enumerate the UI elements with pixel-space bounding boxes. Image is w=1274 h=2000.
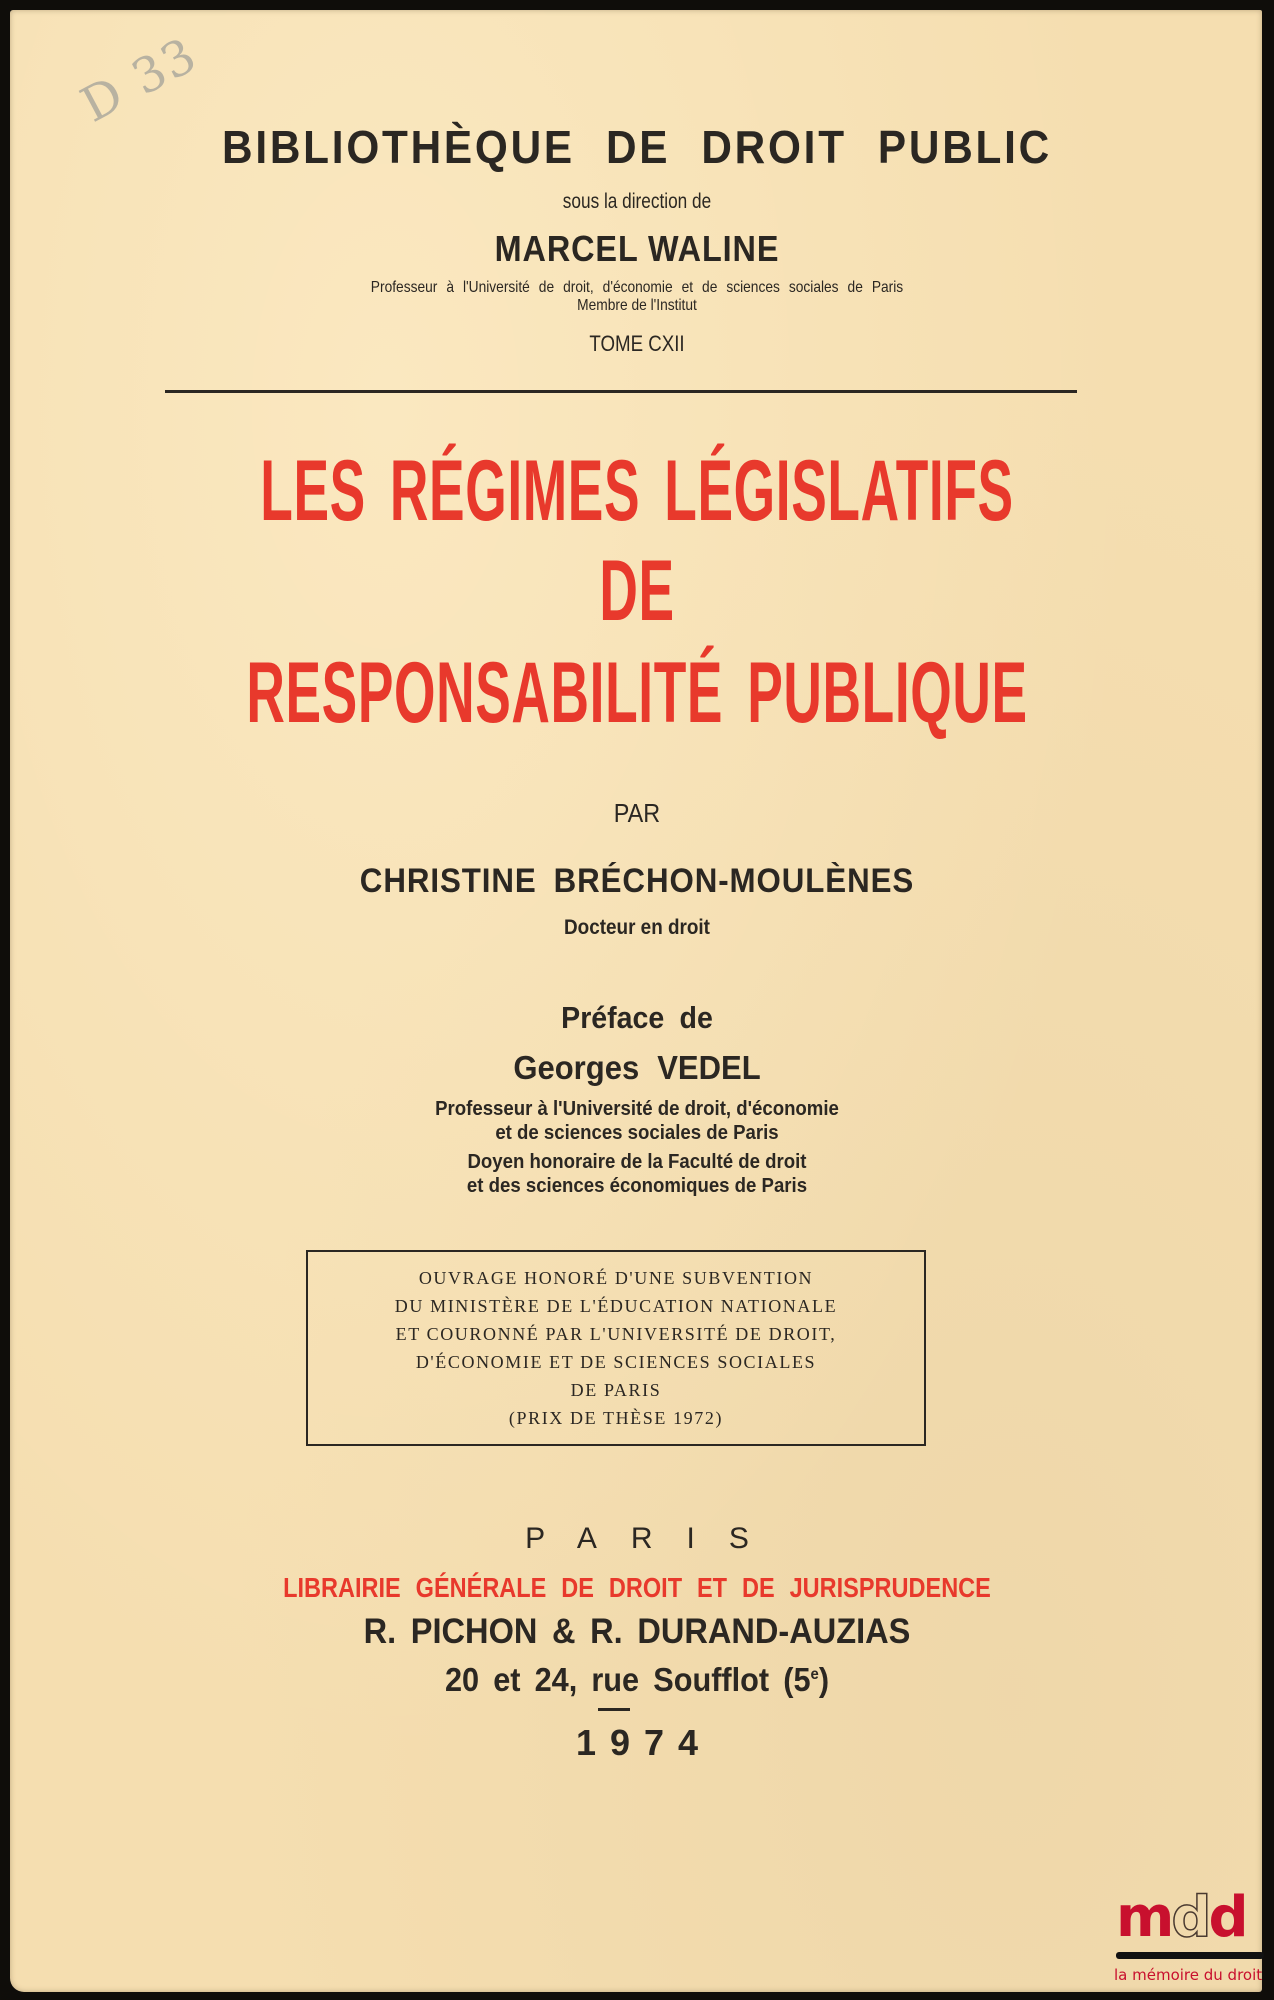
author-name: CHRISTINE BRÉCHON-MOULÈNES: [359, 862, 915, 900]
award-text: [306, 1264, 926, 1432]
preface-author-credential: Doyen honoraire de la Faculté de droit: [467, 1151, 807, 1173]
director-credential: Professeur à l'Université de droit, d'économie et de sciences sociales de Paris: [370, 279, 904, 296]
logo-underline: [1116, 1952, 1264, 1959]
short-dash-divider: [598, 1708, 630, 1711]
book-title-line: LES RÉGIMES LÉGISLATIFS: [260, 443, 1014, 539]
volume-number: TOME CXII: [589, 331, 685, 356]
publication-year: 1974: [575, 1722, 713, 1763]
series-director: MARCEL WALINE: [494, 228, 780, 269]
imprint-city: PARIS: [525, 1522, 783, 1555]
mdd-logo-mark: [1116, 1885, 1246, 1950]
series-title: BIBLIOTHÈQUE DE DROIT PUBLIC: [222, 121, 1052, 173]
award-line: DU MINISTÈRE DE L'ÉDUCATION NATIONALE: [394, 1296, 838, 1316]
preface-author-credential: et des sciences économiques de Paris: [466, 1175, 808, 1197]
address-text: 20 et 24, rue Soufflot (5: [444, 1661, 811, 1698]
logo-letter: d: [1208, 1885, 1246, 1950]
award-line: DE PARIS: [570, 1380, 662, 1400]
director-credential: Membre de l'Institut: [577, 297, 697, 314]
by-label: PAR: [613, 798, 661, 828]
publisher-name: LIBRAIRIE GÉNÉRALE DE DROIT ET DE JURISPRUDENCE: [283, 1572, 991, 1603]
logo-letter: m: [1116, 1885, 1172, 1950]
award-line: (PRIX DE THÈSE 1972): [508, 1408, 724, 1428]
handwritten-shelf-mark: D 33: [72, 26, 207, 134]
horizontal-divider: [165, 390, 1077, 393]
author-title: Docteur en droit: [564, 916, 710, 939]
preface-author: Georges VEDEL: [513, 1049, 761, 1086]
publisher-owners: R. PICHON & R. DURAND-AUZIAS: [363, 1612, 911, 1651]
award-line: OUVRAGE HONORÉ D'UNE SUBVENTION: [418, 1268, 814, 1288]
logo-tagline: la mémoire du droit: [1114, 1966, 1263, 1984]
publisher-address: [45, 1661, 1230, 1699]
award-line: D'ÉCONOMIE ET DE SCIENCES SOCIALES: [415, 1352, 817, 1372]
address-close: ): [818, 1661, 830, 1698]
logo-letter: d: [1171, 1885, 1209, 1950]
book-title-line: DE: [599, 543, 675, 639]
preface-author-credential: et de sciences sociales de Paris: [495, 1122, 779, 1144]
book-title-line: RESPONSABILITÉ PUBLIQUE: [246, 645, 1028, 741]
preface-label: Préface de: [561, 1000, 713, 1035]
mdd-logo: [1110, 1885, 1270, 2000]
address-superscript: e: [810, 1666, 819, 1683]
award-line: ET COURONNÉ PAR L'UNIVERSITÉ DE DROIT,: [395, 1324, 837, 1344]
series-direction-label: sous la direction de: [562, 190, 712, 213]
preface-author-credential: Professeur à l'Université de droit, d'économie: [435, 1098, 839, 1120]
